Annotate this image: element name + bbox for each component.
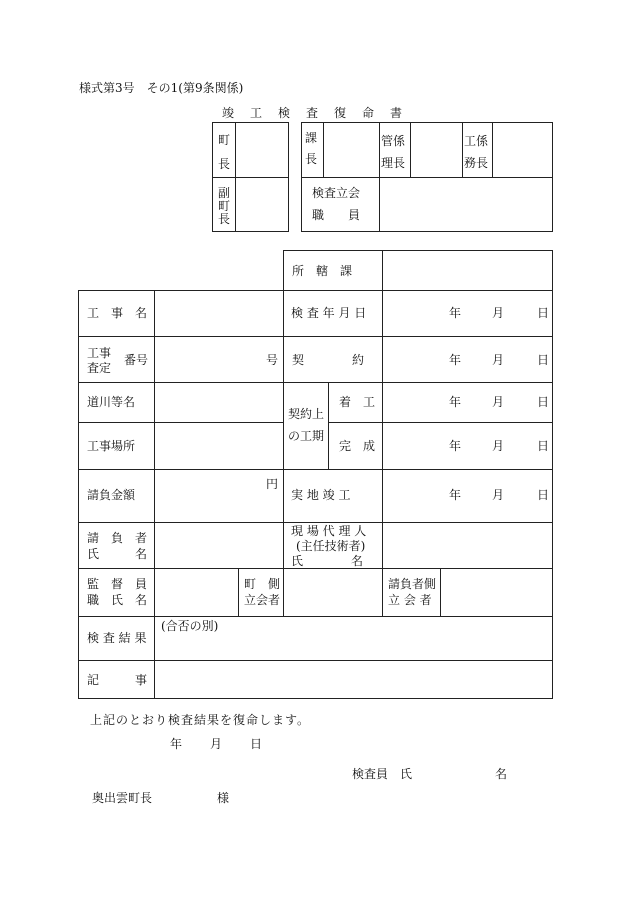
year-label: 年 xyxy=(449,306,462,320)
kouji-satei-2: 査定 xyxy=(87,361,112,375)
month-label: 月 xyxy=(492,488,505,502)
divider xyxy=(78,382,553,383)
shokatsuka-label: 所 轄 課 xyxy=(292,264,353,278)
machi-gawa-2: 立会者 xyxy=(244,593,281,607)
day-label: 日 xyxy=(537,395,550,409)
divider xyxy=(382,250,383,291)
kiji-label: 記 事 xyxy=(87,673,148,687)
divider xyxy=(323,122,324,177)
jicchi-shunkou-label: 実 地 竣 工 xyxy=(291,488,351,502)
day-label: 日 xyxy=(537,306,550,320)
koumu-label-2: 務長 xyxy=(464,156,489,170)
genba-dairinin-1: 現 場 代 理 人 xyxy=(291,524,367,538)
kansei-label: 完 成 xyxy=(339,439,376,453)
divider xyxy=(154,290,155,699)
divider xyxy=(78,336,553,337)
year-label: 年 xyxy=(449,439,462,453)
name-suffix: 名 xyxy=(495,767,508,781)
divider xyxy=(462,122,463,177)
divider xyxy=(382,290,383,616)
kantoku-label-2: 職 氏 名 xyxy=(87,593,148,607)
bangou-label: 番号 xyxy=(124,353,149,367)
divider xyxy=(301,177,553,178)
month-label: 月 xyxy=(492,439,505,453)
kouji-mei-label: 工 事 名 xyxy=(87,306,148,320)
genba-dairinin-3: 氏 名 xyxy=(291,554,364,568)
machi-gawa-1: 町 側 xyxy=(244,577,281,591)
year-label: 年 xyxy=(449,488,462,502)
month-label: 月 xyxy=(492,306,505,320)
chou-label-2: 長 xyxy=(218,157,231,171)
divider xyxy=(283,290,284,616)
divider xyxy=(410,122,411,177)
divider xyxy=(440,568,441,616)
divider xyxy=(78,660,553,661)
day-label: 日 xyxy=(537,353,550,367)
kouji-satei-1: 工事 xyxy=(87,346,112,360)
document-title: 竣 工 検 査 復 命 書 xyxy=(222,106,405,120)
kensa-kekka-label: 検 査 結 果 xyxy=(87,631,147,645)
ukeoisha-gawa-2: 立 会 者 xyxy=(388,593,432,607)
footer-month: 月 xyxy=(210,737,223,751)
divider xyxy=(212,177,289,178)
ukeoisha-gawa-1: 請負者側 xyxy=(388,577,437,591)
inspector-label: 検査員 氏 xyxy=(352,767,413,781)
ukeoi-kingaku-label: 請負金額 xyxy=(87,488,136,502)
inspector-witness-label-2: 職 員 xyxy=(312,208,361,222)
keiyaku-kouki-2: の工期 xyxy=(288,429,325,443)
gou-label: 号 xyxy=(266,353,279,367)
divider xyxy=(78,422,283,423)
form-number: 様式第3号 その1(第9条関係) xyxy=(79,81,244,95)
month-label: 月 xyxy=(492,353,505,367)
day-label: 日 xyxy=(537,488,550,502)
chou-label-1: 町 xyxy=(218,133,231,147)
fukuchou-label-2: 町 xyxy=(218,199,231,213)
keiyaku-label: 契 約 xyxy=(292,353,365,367)
inspector-witness-label-1: 検査立会 xyxy=(312,186,361,200)
statement-text: 上記のとおり検査結果を復命します。 xyxy=(90,713,311,727)
kanri-label-2: 理長 xyxy=(381,156,406,170)
divider xyxy=(238,568,239,616)
year-label: 年 xyxy=(449,395,462,409)
gouhi-label: (合否の別) xyxy=(161,619,219,633)
kanri-label-1: 管係 xyxy=(381,134,406,148)
divider xyxy=(492,122,493,177)
kachou-label-2: 長 xyxy=(305,152,318,166)
year-label: 年 xyxy=(449,353,462,367)
chakkou-label: 着 工 xyxy=(339,395,376,409)
month-label: 月 xyxy=(492,395,505,409)
sama-label: 様 xyxy=(217,791,230,805)
kachou-label-1: 課 xyxy=(305,131,318,145)
divider xyxy=(379,122,380,232)
addressee-label: 奥出雲町長 xyxy=(92,791,153,805)
ukeoisha-label-1: 請 負 者 xyxy=(87,531,148,545)
kouji-basho-label: 工事場所 xyxy=(87,439,136,453)
koumu-label-1: 工係 xyxy=(464,134,489,148)
day-label: 日 xyxy=(537,439,550,453)
fukuchou-label-1: 副 xyxy=(218,186,231,200)
kantoku-label-1: 監 督 員 xyxy=(87,577,148,591)
genba-dairinin-2: (主任技術者) xyxy=(296,539,366,553)
en-label: 円 xyxy=(266,477,279,491)
footer-year: 年 xyxy=(170,737,183,751)
kensa-date-label: 検 査 年 月 日 xyxy=(291,306,367,320)
fukuchou-label-3: 長 xyxy=(218,212,231,226)
divider xyxy=(78,616,553,617)
footer-day: 日 xyxy=(250,737,263,751)
divider xyxy=(78,522,553,523)
keiyaku-kouki-1: 契約上 xyxy=(288,407,325,421)
divider xyxy=(78,469,553,470)
divider xyxy=(328,382,329,469)
divider xyxy=(328,422,553,423)
ukeoisha-label-2: 氏 名 xyxy=(87,547,148,561)
dousen-label: 道川等名 xyxy=(87,395,136,409)
